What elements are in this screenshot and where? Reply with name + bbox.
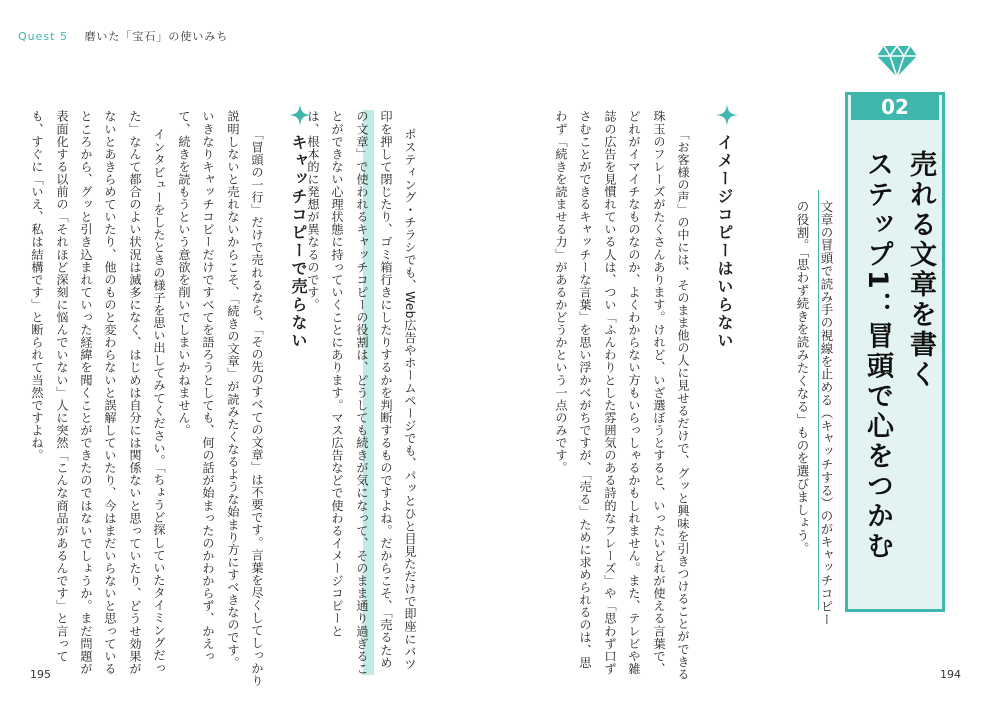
gem-icon <box>876 44 918 78</box>
right-body-line-3: どれがイマイチなものなのか、よくわからない方もいらっしゃるかもしれません。また、テレビや雑 <box>627 110 641 675</box>
middle-body-line-5: は、根本的に発想が異なるのです。 <box>306 110 320 311</box>
left-body-line-3: いきなりキャッチコピーだけですべてを語ろうとしても、何の話が始まったのかわからず、かえっ <box>201 110 215 663</box>
left-body-line-9: 表面化する以前の「それほど深刻に悩んでいない」人に突然「こんな商品があるんです」と言って <box>55 110 69 663</box>
left-body-line-8: ところから、グッと引き込まれていった経緯を聞くことができたのではないでしょうか。まだ問題が <box>79 110 93 675</box>
section-title-line-1: 売れる文章を書く <box>905 150 936 390</box>
section-title-line-2: ステップ1：冒頭で心をつかむ <box>862 150 893 562</box>
sparkle-icon <box>716 104 738 126</box>
heading-catchcopy: キャッチコピーで売らない <box>289 134 308 350</box>
left-body-line-10: も、すぐに「いえ、私は結構です」と断られて当然ですよね。 <box>30 110 44 462</box>
quest-label: Quest 5 <box>18 30 68 43</box>
running-head <box>18 28 228 44</box>
middle-body-line-2: 印を押して閉じたり、ゴミ箱行きにしたりするかを判断するものですよね。だからこそ、「売るため <box>379 110 393 669</box>
page-number-right: 194 <box>940 668 961 681</box>
right-body-line-4: 誌の広告を見慣れている人は、つい「ふんわりとした雰囲気のある詩的なフレーズ」や「思わず口ず <box>603 110 617 675</box>
intro-line-1: 文章の冒頭で読み手の視線を止める（キャッチする）のがキャッチコピー <box>819 200 834 626</box>
chapter-title: 磨いた「宝石」の使いみち <box>84 30 229 43</box>
right-body-line-1: 「お客様の声」の中には、そのまま他の人に見せるだけで、グッと興味を引きつけることができる <box>676 128 690 681</box>
right-body-line-2: 珠玉のフレーズがたくさんあります。けれど、いざ選ぼうとすると、いったいどれが使える言葉で、 <box>652 110 666 675</box>
middle-body-line-1: ポスティング・チラシでも、Web広告やホームページでも、パッとひと目見ただけで即座にバツ <box>403 128 417 671</box>
intro-line-2: の役割。「思わず続きを読みたくなる」ものを選びましょう。 <box>795 200 810 555</box>
page-number-left: 195 <box>30 668 51 681</box>
left-body-line-1: 「冒頭の一行」だけで売れるなら、「その先のすべての文章」は不要です。言葉を尽くしてしっかり <box>250 128 264 687</box>
section-number: 02 <box>851 94 939 120</box>
left-body-line-4: て、続きを読もうという意欲を削いでしまいかねません。 <box>177 110 191 437</box>
left-body-line-7: ないとあきらめていたり、他のものと変わらないと誤解していたり、今はまだいらないと思っている <box>103 110 117 675</box>
heading-image-copy: イメージコピーはいらない <box>715 134 734 350</box>
sparkle-icon <box>289 104 311 126</box>
right-body-line-5: さむことができるキャッチーな言葉」を思い浮かべがちですが、「売る」ために求められるのは、思 <box>578 110 592 669</box>
middle-body-line-4: とができない心理状態に持っていくことにあります。マス広告などで使わるイメージコピーと <box>330 110 344 638</box>
left-body-line-2: 説明しないと売れないからこそ、「続きの文章」が読みたくなるような始まり方にすべきなのです。 <box>226 110 240 669</box>
left-body-line-6: た」なんて都合のよい状況は滅多になく、はじめは自分には関係ないと思っていたり、どうせ効果が <box>128 110 142 675</box>
left-body-line-5: インタビューをしたときの様子を思い出してみてください。「ちょうど探していたタイミングだっ <box>152 128 166 675</box>
right-body-line-6: わず「続きを読ませる力」があるかどうかという一点のみです。 <box>554 110 568 474</box>
middle-body-line-3: の文章」で使われるキャッチコピーの役割は、どうしても続きが気になって、そのまま通り過ぎるこ <box>350 110 375 675</box>
